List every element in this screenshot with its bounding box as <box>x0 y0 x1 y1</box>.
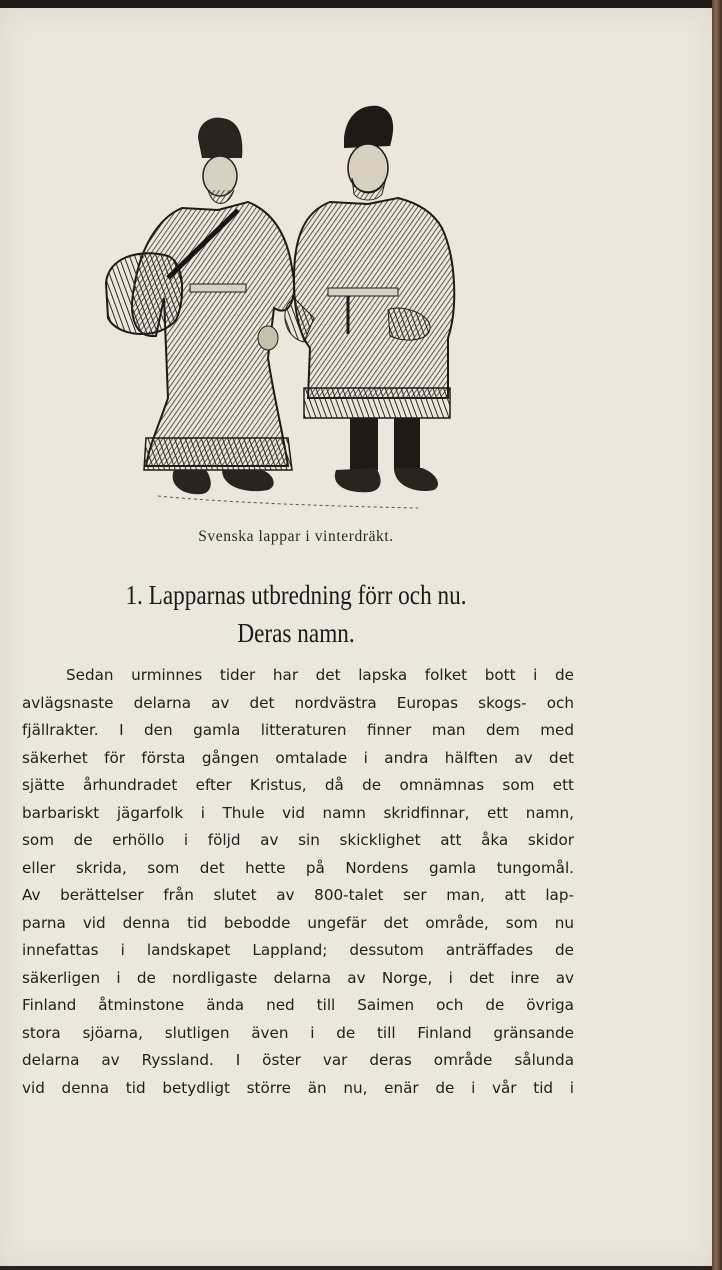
text-line: säkerligen i de nordligaste delarna av Norge, i det inre av <box>22 968 574 987</box>
sami-couple-engraving <box>98 98 478 518</box>
text-line: parna vid denna tid bebodde ungefär det område, som nu <box>22 913 574 932</box>
man-figure <box>285 106 454 493</box>
text-line: säkerhet för första gången omtalade i andra hälften av det <box>22 748 574 767</box>
text-line: eller skrida, som det hette på Nordens gamla tungomål. <box>22 858 574 877</box>
text-line: stora sjöarna, slutligen även i de till Finland gränsande <box>22 1023 574 1042</box>
text-line: Sedan urminnes tider har det lapska folket bott i de <box>66 666 574 684</box>
woman-figure <box>106 118 294 495</box>
text-line: som de erhöllo i följd av sin skicklighet att åka skidor <box>22 831 574 849</box>
page-edge <box>712 0 722 1270</box>
text-line: innefattas i landskapet Lappland; dessutom anträffades de <box>22 941 574 959</box>
text-line: barbariskt jägarfolk i Thule vid namn skridfinnar, ett namn, <box>22 803 574 822</box>
body-text <box>22 662 574 1102</box>
text-line: sjätte århundradet efter Kristus, då de omnämnas som ett <box>22 776 574 794</box>
illustration-caption: Svenska lappar i vinterdräkt. <box>198 528 394 545</box>
text-line: fjällrakter. I den gamla litteraturen finner man dem med <box>22 721 574 739</box>
chapter-subheading: Deras namn. <box>237 618 355 648</box>
text-line: Av berättelser från slutet av 800-talet ser man, att lap- <box>22 886 574 904</box>
text-line: vid denna tid betydligt större än nu, enär de i vår tid i <box>22 1078 574 1097</box>
scan-top-edge <box>0 0 722 8</box>
chapter-heading: 1. Lapparnas utbredning förr och nu. <box>125 580 467 610</box>
text-line: avlägsnaste delarna av det nordvästra Europas skogs- och <box>22 693 574 712</box>
text-line: delarna av Ryssland. I öster var deras område sålunda <box>22 1051 574 1069</box>
text-line: Finland åtminstone ända ned till Saimen och de övriga <box>22 996 574 1014</box>
